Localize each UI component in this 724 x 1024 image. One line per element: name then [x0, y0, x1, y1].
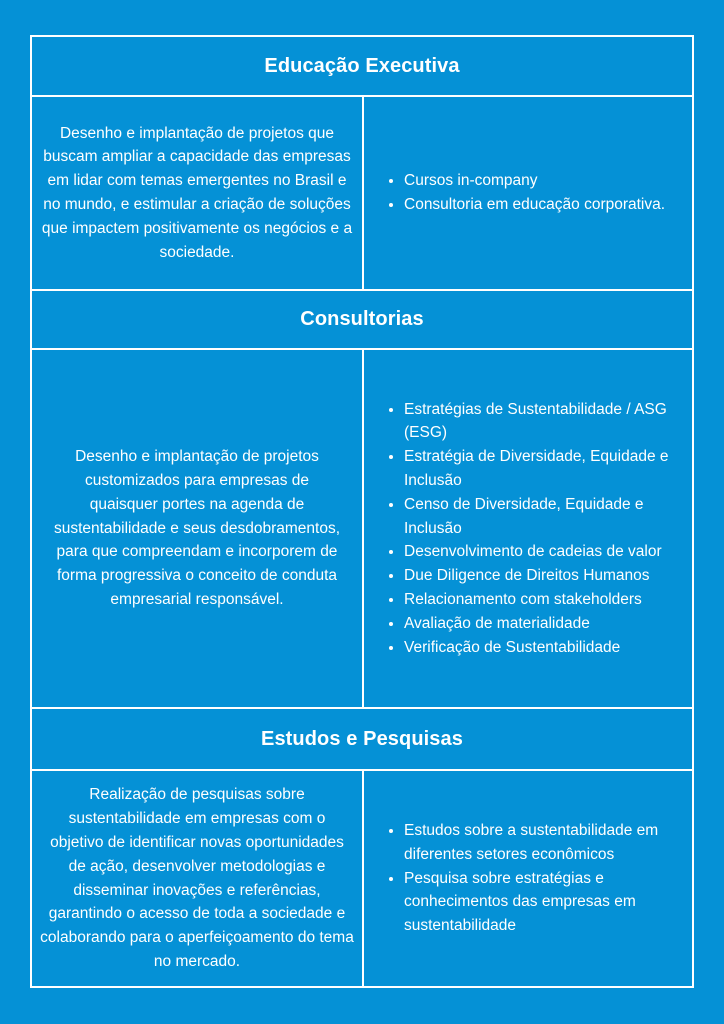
- section-title: Educação Executiva: [264, 54, 460, 77]
- section-description: Desenho e implantação de projetos que buscam ampliar a capacidade das empresas em lidar com temas emergentes no Brasil e no mundo, e estimular a criação de soluções que impactem positivamente os negócios e a sociedade.: [41, 124, 353, 261]
- section-description: Realização de pesquisas sobre sustentabilidade em empresas com o objetivo de identificar novas oportunidades de ação, desenvolver metodologias e disseminar inovações e referências, garantindo o acesso de toda a sociedade e colaborando para o aperfeiçoamento do tema no mercado.: [40, 786, 354, 970]
- list-item: • Consultoria em educação corporativa.: [404, 193, 665, 217]
- list-item: • Avaliação de materialidade: [404, 612, 680, 636]
- section-items-cell: [364, 350, 694, 707]
- list-item: • Verificação de Sustentabilidade: [404, 636, 680, 660]
- list-item: • Censo de Diversidade, Equidade e Inclusão: [404, 493, 680, 541]
- list-item: • Pesquisa sobre estratégias e conhecimentos das empresas em sustentabilidade: [404, 867, 680, 938]
- section-description: Desenho e implantação de projetos customizados para empresas de quaisquer portes na agenda de sustentabilidade e seus desdobramentos, para que compreendam e incorporem de forma progressiva o conceito de conduta empresarial responsável.: [53, 448, 341, 608]
- section-items-list: [386, 169, 665, 217]
- section-header-estudos-e-pesquisas: [32, 709, 692, 769]
- section-title: Estudos e Pesquisas: [261, 727, 463, 750]
- list-item: • Estudos sobre a sustentabilidade em diferentes setores econômicos: [404, 819, 680, 867]
- section-title: Consultorias: [300, 308, 424, 330]
- services-table: [30, 35, 694, 988]
- section-items-cell: [364, 97, 694, 289]
- list-item: • Relacionamento com stakeholders: [404, 588, 680, 612]
- section-items-cell: [364, 771, 694, 986]
- section-header-consultorias: [32, 291, 692, 348]
- section-items-list: [386, 819, 680, 938]
- section-description-cell: [32, 350, 362, 707]
- section-items-list: [386, 398, 680, 660]
- list-item: • Estratégias de Sustentabilidade / ASG (ESG): [404, 398, 680, 446]
- section-description-cell: [32, 97, 362, 289]
- list-item: • Desenvolvimento de cadeias de valor: [404, 540, 680, 564]
- list-item: • Estratégia de Diversidade, Equidade e Inclusão: [404, 445, 680, 493]
- section-header-educacao-executiva: [32, 37, 692, 95]
- list-item: • Due Diligence de Direitos Humanos: [404, 564, 680, 588]
- section-description-cell: [32, 771, 362, 986]
- list-item: • Cursos in-company: [404, 169, 665, 193]
